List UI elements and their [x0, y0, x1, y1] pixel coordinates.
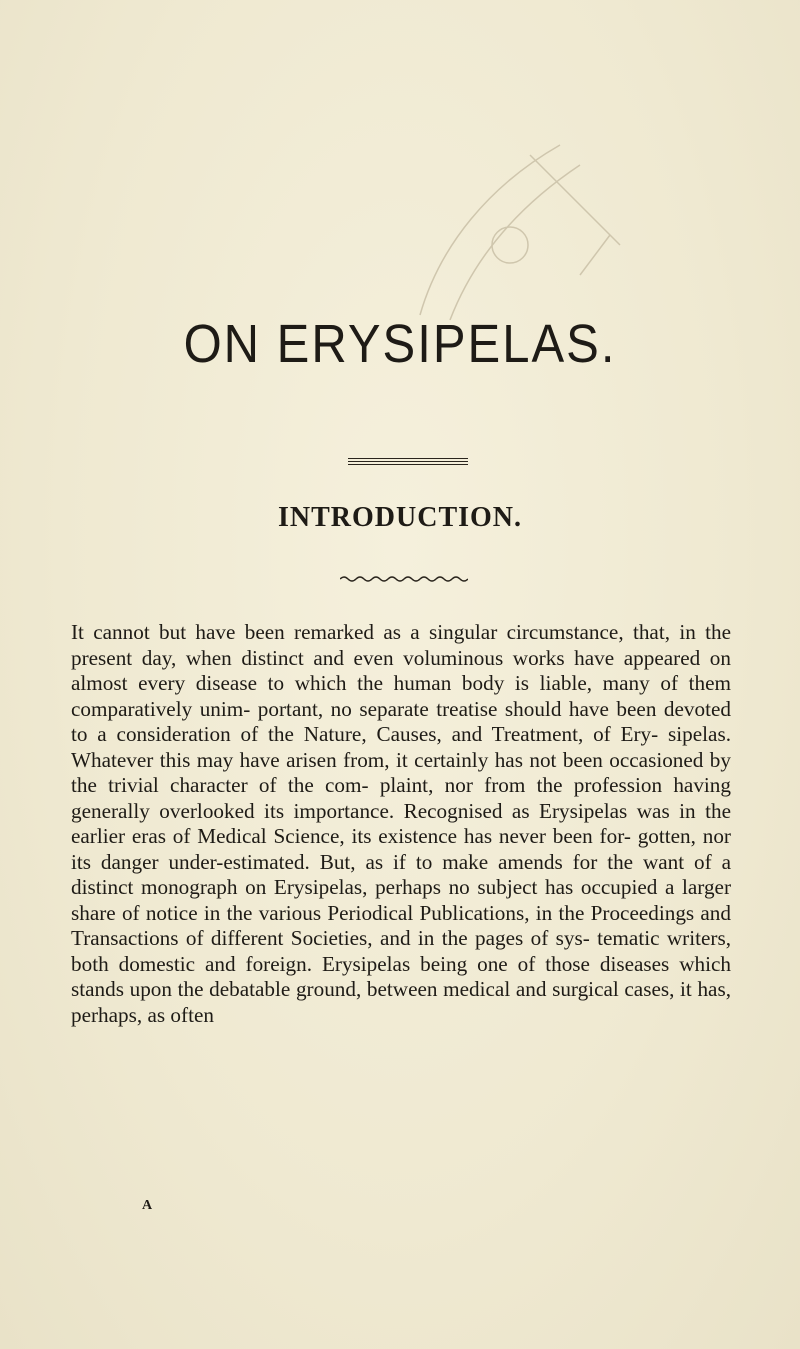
show-through-stamp [380, 125, 640, 325]
body-paragraph: It cannot but have been remarked as a singular circumstance, that, in the present day, when distinct and even voluminous works have appeared on almost every disease to which the human body is liable, many of them comparatively unim- portant, no separate treatise should have been devoted to a consideration of the Nature, Causes, and Treatment, of Ery- sipelas. Whatever this may have arisen from, it certainly has not been occasioned by the trivial character of the com- plaint, nor from the profession having generally overlooked its importance. Recognised as Erysipelas was in the earlier eras of Medical Science, its existence has never been for- gotten, nor its danger under-estimated. But, as if to make amends for the want of a distinct monograph on Erysipelas, perhaps no subject has occupied a larger share of notice in the various Periodical Publications, in the Proceedings and Transactions of different Societies, and in the pages of sys- tematic writers, both domestic and foreign. Erysipelas being one of those diseases which stands upon the debatable ground, between medical and surgical cases, it has, perhaps, as often [71, 620, 731, 1027]
signature-mark: A [142, 1198, 154, 1213]
wavy-rule-divider [340, 573, 468, 583]
page-title: ON ERYSIPELAS. [183, 314, 617, 375]
section-heading: INTRODUCTION. [277, 502, 523, 533]
double-rule-divider [348, 458, 468, 467]
